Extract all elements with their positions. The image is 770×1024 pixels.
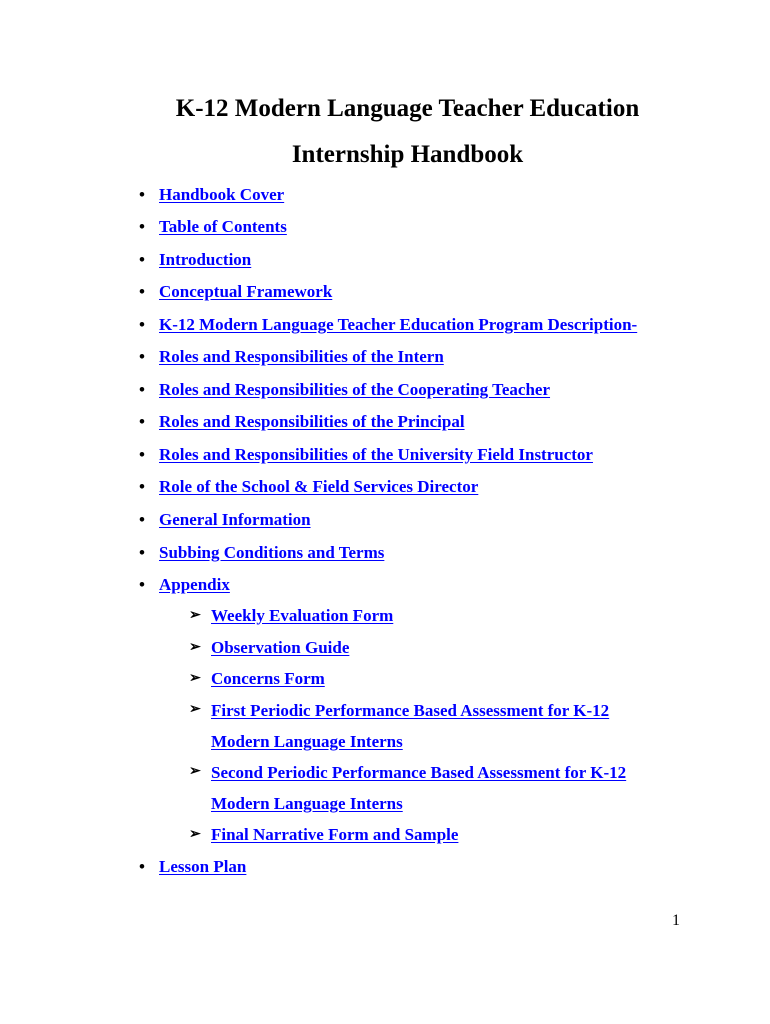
link-introduction[interactable]: Introduction	[159, 250, 252, 269]
link-table-of-contents[interactable]: Table of Contents	[159, 217, 287, 236]
document-title-line-2: Internship Handbook	[291, 141, 524, 168]
link-appendix[interactable]: Appendix	[159, 575, 230, 594]
link-roles-intern[interactable]: Roles and Responsibilities of the Intern	[159, 347, 444, 366]
link-roles-principal[interactable]: Roles and Responsibilities of the Principal	[159, 412, 465, 431]
bullet-icon: •	[139, 543, 145, 562]
bullet-icon: •	[139, 217, 145, 236]
bullet-icon: •	[139, 315, 145, 334]
page-number: 1	[672, 912, 680, 929]
bullet-icon: •	[139, 510, 145, 529]
arrow-bullet-icon: ➢	[189, 608, 201, 623]
bullet-icon: •	[139, 412, 145, 431]
bullet-icon: •	[139, 282, 145, 301]
bullet-icon: •	[139, 347, 145, 366]
bullet-icon: •	[139, 445, 145, 464]
link-observation-guide[interactable]: Observation Guide	[211, 638, 350, 657]
link-roles-cooperating-teacher[interactable]: Roles and Responsibilities of the Cooperating Teacher	[159, 380, 551, 399]
link-handbook-cover[interactable]: Handbook Cover	[159, 185, 285, 204]
link-roles-field-instructor[interactable]: Roles and Responsibilities of the University Field Instructor	[159, 445, 593, 464]
link-program-description[interactable]: K-12 Modern Language Teacher Education Program Description-	[159, 315, 638, 334]
link-conceptual-framework[interactable]: Conceptual Framework	[159, 282, 333, 301]
link-first-periodic-assessment[interactable]: First Periodic Performance Based Assessment for K-12 Modern Language Interns	[211, 701, 610, 751]
arrow-bullet-icon: ➢	[189, 671, 201, 686]
document-title-line-1: K-12 Modern Language Teacher Education	[175, 95, 640, 122]
bullet-icon: •	[139, 250, 145, 269]
arrow-bullet-icon: ➢	[189, 764, 201, 779]
link-lesson-plan[interactable]: Lesson Plan	[159, 857, 247, 876]
link-concerns-form[interactable]: Concerns Form	[211, 669, 325, 688]
bullet-icon: •	[139, 477, 145, 496]
arrow-bullet-icon: ➢	[189, 827, 201, 842]
bullet-icon: •	[139, 575, 145, 594]
arrow-bullet-icon: ➢	[189, 702, 201, 717]
bullet-icon: •	[139, 380, 145, 399]
link-general-information[interactable]: General Information	[159, 510, 311, 529]
link-weekly-evaluation-form[interactable]: Weekly Evaluation Form	[211, 606, 394, 625]
link-subbing-conditions[interactable]: Subbing Conditions and Terms	[159, 543, 385, 562]
link-final-narrative-form[interactable]: Final Narrative Form and Sample	[211, 825, 459, 844]
bullet-icon: •	[139, 857, 145, 876]
bullet-icon: •	[139, 185, 145, 204]
link-role-field-services-director[interactable]: Role of the School & Field Services Director	[159, 477, 479, 496]
link-second-periodic-assessment[interactable]: Second Periodic Performance Based Assessment for K-12 Modern Language Interns	[211, 763, 627, 813]
arrow-bullet-icon: ➢	[189, 640, 201, 655]
